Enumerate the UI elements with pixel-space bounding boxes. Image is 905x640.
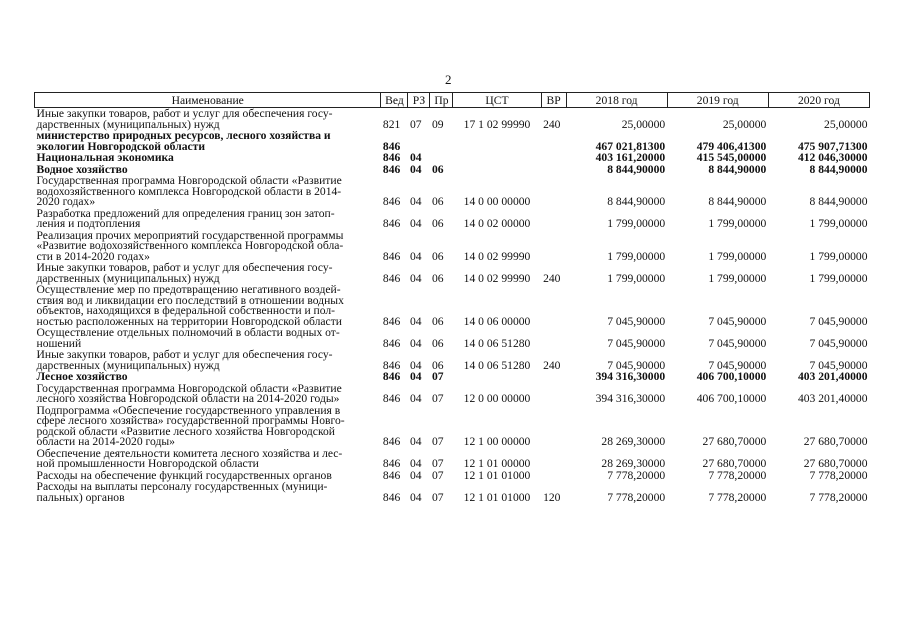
row-rz: 04: [409, 490, 422, 504]
row-name: Национальная экономика: [36, 151, 174, 164]
row-pr: 06: [431, 358, 444, 372]
row-2018: 1 799,00000: [607, 217, 666, 230]
row-2018: 8 844,90000: [607, 195, 666, 208]
row-2018: 403 161,20000: [595, 151, 666, 164]
row-name: Иные закупки товаров, работ и услуг для обеспечения госу- дарственных (муниципальных) нужд: [36, 107, 333, 131]
row-2019: 7 778,20000: [708, 468, 767, 482]
header-2018: 2018 год: [566, 93, 667, 108]
row-name: Водное хозяйство: [36, 162, 128, 176]
row-pr: 07: [431, 457, 444, 470]
row-pr: 06: [431, 336, 444, 350]
header-ved: Вед: [381, 93, 408, 108]
row-cst: [453, 130, 541, 152]
row-rz: 04: [409, 435, 422, 448]
row-2020: 7 045,90000: [809, 314, 868, 328]
row-ved: 821: [382, 117, 401, 131]
table-row: [35, 371, 870, 383]
row-ved: 846: [382, 457, 401, 470]
row-pr: 07: [431, 468, 444, 482]
table-row: [35, 349, 870, 371]
row-pr: 06: [431, 271, 444, 285]
row-pr: 06: [431, 217, 444, 230]
row-pr: [430, 130, 453, 152]
row-pr: 07: [431, 392, 444, 405]
row-ved: 846: [382, 139, 401, 153]
table-row: [35, 130, 870, 152]
row-vr: [541, 164, 566, 176]
row-cst: 14 0 02 00000: [463, 217, 531, 230]
row-2019: 7 045,90000: [708, 358, 767, 372]
row-2018: 1 799,00000: [607, 249, 666, 263]
table-row: [35, 108, 870, 131]
row-2019: 8 844,90000: [708, 162, 767, 176]
row-name: Государственная программа Новгородской области «Развитие водохозяйственного комплекса Новгородской области в 2014- 2020 годах»: [36, 174, 342, 208]
table-header-row: [35, 93, 870, 108]
row-vr: 240: [543, 271, 561, 285]
row-cst: [453, 371, 541, 383]
row-2018: 28 269,30000: [601, 435, 666, 448]
row-vr: [541, 371, 566, 383]
row-rz: 04: [409, 468, 422, 482]
table-row: [35, 152, 870, 164]
row-name: Государственная программа Новгородской области «Развитие лесного хозяйства Новгородской области на 2014-2020 годы»: [36, 381, 342, 405]
row-cst: 14 0 00 00000: [463, 195, 531, 208]
row-vr: [541, 130, 566, 152]
row-2020: 7 045,90000: [809, 358, 868, 372]
row-name: Реализация прочих мероприятий государственной программы «Развитие водохозяйственного комплекса Новгородской обла- сти в 2014-2020 годах»: [36, 228, 344, 263]
row-2019: 7 045,90000: [708, 336, 767, 350]
table-row: [35, 481, 870, 503]
row-pr: 07: [431, 435, 444, 448]
row-2020: 475 907,71300: [797, 139, 868, 153]
row-cst: 14 0 06 51280: [463, 336, 531, 350]
row-2020: 27 680,70000: [803, 457, 868, 470]
row-name: Расходы на выплаты персоналу государственных (муници- пальных) органов: [36, 480, 328, 504]
table-row: [35, 175, 870, 208]
row-ved: 846: [382, 392, 401, 405]
row-2020: 1 799,00000: [809, 249, 868, 263]
row-cst: 14 0 02 99990: [463, 271, 531, 285]
row-2019: 1 799,00000: [708, 249, 767, 263]
row-name: Обеспечение деятельности комитета лесного хозяйства и лес- ной промышленности Новгородской области: [36, 446, 343, 470]
row-2020: 8 844,90000: [809, 195, 868, 208]
row-2019: 27 680,70000: [702, 435, 767, 448]
row-rz: 04: [409, 358, 422, 372]
row-2019: 415 545,00000: [696, 151, 767, 164]
row-cst: 17 1 02 99990: [463, 117, 531, 131]
row-2019: 479 406,41300: [696, 139, 767, 153]
row-2019: 7 045,90000: [708, 314, 767, 328]
row-rz: 04: [409, 249, 422, 263]
row-ved: 846: [382, 336, 401, 350]
row-2018: 7 045,90000: [607, 358, 666, 372]
row-2019: 406 700,10000: [696, 370, 767, 383]
row-ved: 846: [382, 490, 401, 504]
row-vr: [541, 470, 566, 482]
header-vr: ВР: [541, 93, 566, 108]
row-vr: [541, 208, 566, 230]
row-2018: 394 316,30000: [595, 392, 666, 405]
row-ved: 846: [382, 358, 401, 372]
row-2019: 1 799,00000: [708, 217, 767, 230]
row-2018: 7 045,90000: [607, 336, 666, 350]
row-2018: 1 799,00000: [607, 271, 666, 285]
row-name: Иные закупки товаров, работ и услуг для обеспечения госу- дарственных (муниципальных) нужд: [36, 348, 333, 372]
row-cst: 12 1 01 01000: [463, 468, 531, 482]
header-pr: Пр: [430, 93, 453, 108]
row-2020: 1 799,00000: [809, 271, 868, 285]
row-name: Подпрограмма «Обеспечение государственного управления в сфере лесного хозяйства» государственной программы Новго- родской области «Развитие лесного хозяйства Новгородской области на 2014-2020 годы»: [36, 403, 345, 448]
row-pr: 07: [431, 490, 444, 504]
row-ved: 846: [382, 370, 401, 383]
header-name: Наименование: [35, 93, 381, 108]
row-name: Осуществление отдельных полномочий в области водных от- ношений: [36, 326, 340, 350]
row-2018: 7 778,20000: [607, 468, 666, 482]
row-cst: 14 0 06 00000: [463, 314, 531, 328]
row-ved: 846: [382, 271, 401, 285]
row-2018: 25,00000: [621, 117, 666, 131]
row-pr: 07: [431, 370, 444, 383]
row-2018: 8 844,90000: [607, 162, 666, 176]
row-2018: 28 269,30000: [601, 457, 666, 470]
row-ved: 846: [382, 435, 401, 448]
row-rz: 04: [409, 151, 422, 164]
row-rz: 04: [409, 195, 422, 208]
row-2020: 1 799,00000: [809, 217, 868, 230]
row-name: Иные закупки товаров, работ и услуг для обеспечения госу- дарственных (муниципальных) нужд: [36, 261, 333, 285]
row-vr: [541, 448, 566, 470]
row-2020: 412 046,30000: [797, 151, 868, 164]
budget-table: [34, 92, 870, 503]
table-row: [35, 405, 870, 448]
row-vr: 240: [543, 117, 561, 131]
table-row: [35, 284, 870, 327]
row-vr: [541, 175, 566, 208]
row-2020: 8 844,90000: [809, 162, 868, 176]
row-ved: 846: [382, 151, 401, 164]
row-2019: 1 799,00000: [708, 271, 767, 285]
row-pr: 06: [431, 314, 444, 328]
row-2019: 8 844,90000: [708, 195, 767, 208]
row-rz: 04: [409, 370, 422, 383]
header-cst: ЦСТ: [453, 93, 541, 108]
row-cst: 12 1 01 00000: [463, 457, 531, 470]
table-body: [35, 108, 870, 504]
row-2018: 7 778,20000: [607, 490, 666, 504]
row-2019: 27 680,70000: [702, 457, 767, 470]
row-ved: 846: [382, 217, 401, 230]
row-pr: [430, 152, 453, 164]
row-ved: 846: [382, 314, 401, 328]
row-cst: 12 1 00 00000: [463, 435, 531, 448]
row-name: Разработка предложений для определения границ зон затоп- ления и подтопления: [36, 206, 335, 230]
row-2019: 406 700,10000: [696, 392, 767, 405]
page-number: 2: [445, 72, 452, 87]
row-2018: 7 045,90000: [607, 314, 666, 328]
row-pr: 06: [431, 162, 444, 176]
header-rz: РЗ: [408, 93, 430, 108]
row-ved: 846: [382, 468, 401, 482]
table-row: [35, 327, 870, 349]
row-rz: 04: [409, 392, 422, 405]
row-2020: 7 778,20000: [809, 468, 868, 482]
row-ved: 846: [382, 162, 401, 176]
row-rz: 04: [409, 217, 422, 230]
row-2020: 403 201,40000: [797, 392, 868, 405]
row-ved: 846: [382, 249, 401, 263]
row-name: Лесное хозяйство: [36, 370, 128, 383]
row-2018: 394 316,30000: [595, 370, 666, 383]
row-2018: 467 021,81300: [595, 139, 666, 153]
row-cst: 14 0 06 51280: [463, 358, 531, 372]
row-rz: 04: [409, 457, 422, 470]
row-rz: 04: [409, 314, 422, 328]
row-2020: 27 680,70000: [803, 435, 868, 448]
row-cst: 12 0 00 00000: [463, 392, 531, 405]
row-2019: 25,00000: [722, 117, 767, 131]
row-vr: [541, 230, 566, 263]
row-vr: 120: [543, 490, 561, 504]
row-cst: [453, 152, 541, 164]
row-name: Расходы на обеспечение функций государственных органов: [36, 468, 332, 482]
row-rz: [408, 130, 430, 152]
row-vr: [541, 405, 566, 448]
row-name: Осуществление мер по предотвращению негативного воздей- ствия вод и ликвидации его последствий в отношении водных объектов, находящихся в федеральной собственности и пол- ностью расположенных на территории Новгородской области: [36, 283, 344, 328]
table-row: [35, 230, 870, 263]
row-name: министерство природных ресурсов, лесного хозяйства и экологии Новгородской области: [36, 129, 331, 153]
row-pr: 06: [431, 249, 444, 263]
row-cst: 12 1 01 01000: [463, 490, 531, 504]
table-row: [35, 448, 870, 470]
row-pr: 09: [431, 117, 444, 131]
row-vr: 240: [543, 358, 561, 372]
row-2020: 7 045,90000: [809, 336, 868, 350]
table-row: [35, 262, 870, 284]
row-cst: [453, 164, 541, 176]
row-vr: [541, 383, 566, 405]
row-vr: [541, 284, 566, 327]
row-2020: 7 778,20000: [809, 490, 868, 504]
row-rz: 04: [409, 271, 422, 285]
row-vr: [541, 152, 566, 164]
row-cst: 14 0 02 99990: [463, 249, 531, 263]
row-rz: 04: [409, 162, 422, 176]
row-pr: 06: [431, 195, 444, 208]
table-row: [35, 208, 870, 230]
row-vr: [541, 327, 566, 349]
header-2020: 2020 год: [768, 93, 869, 108]
row-ved: 846: [382, 195, 401, 208]
table-row: [35, 383, 870, 405]
row-2019: 7 778,20000: [708, 490, 767, 504]
row-2020: 403 201,40000: [797, 370, 868, 383]
row-2020: 25,00000: [824, 117, 868, 131]
header-2019: 2019 год: [667, 93, 768, 108]
row-rz: 04: [409, 336, 422, 350]
row-rz: 07: [409, 117, 422, 131]
